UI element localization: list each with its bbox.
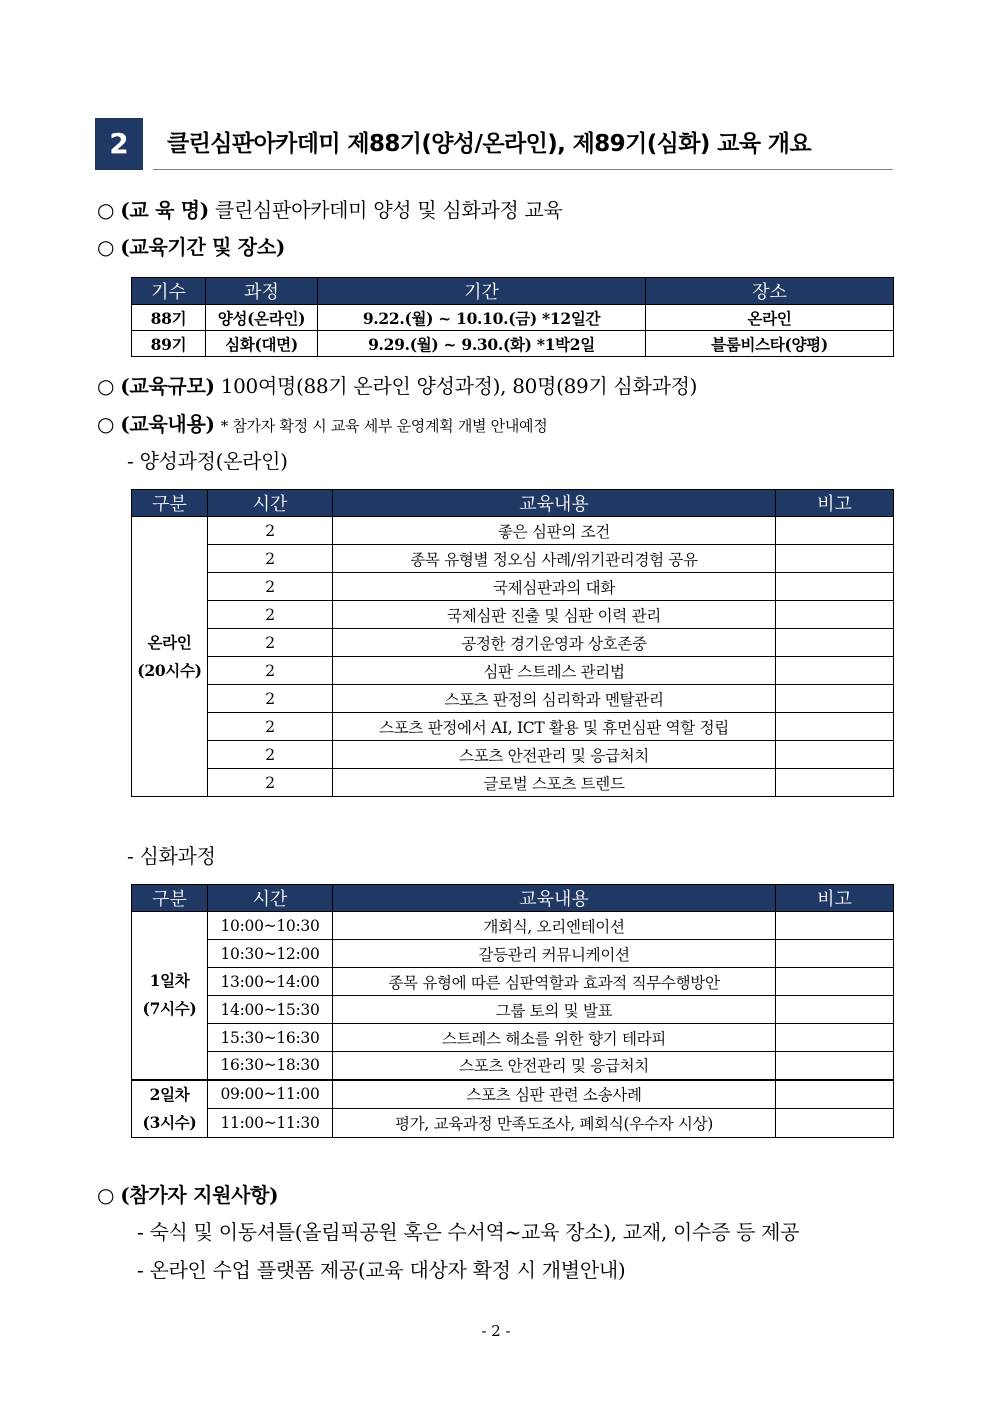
cell-time: 14:00~15:30 [208, 996, 333, 1024]
table-row [132, 545, 894, 573]
cell-content: 종목 유형별 정오심 사례/위기관리경험 공유 [333, 545, 776, 573]
support-item: - 숙식 및 이동셔틀(올림픽공원 혹은 수서역~교육 장소), 교재, 이수증 등 제공 [137, 1220, 800, 1244]
cell-time: 10:30~12:00 [208, 940, 333, 968]
cell-term: 89기 [132, 331, 206, 357]
table-row [132, 601, 894, 629]
cell-remark [776, 629, 894, 657]
edu-content-line [97, 410, 547, 440]
basic-course-table [131, 489, 894, 797]
col-header-time: 시간 [208, 885, 333, 912]
table-row [132, 517, 894, 545]
col-header-place: 장소 [646, 278, 894, 305]
cell-time: 11:00~11:30 [208, 1108, 333, 1137]
table-row [132, 996, 894, 1024]
edu-period-label: (교육기간 및 장소) [120, 235, 286, 259]
cell-content: 갈등관리 커뮤니케이션 [333, 940, 776, 968]
edu-name-line [97, 196, 563, 224]
table-row [132, 657, 894, 685]
heading-underline [153, 169, 893, 170]
cell-content: 심판 스트레스 관리법 [333, 657, 776, 685]
cell-remark [776, 713, 894, 741]
cell-hours: 2 [208, 573, 333, 601]
bullet: ○ [97, 374, 115, 398]
cell-hours: 2 [208, 741, 333, 769]
cell-hours: 2 [208, 713, 333, 741]
cell-remark [776, 657, 894, 685]
cell-hours: 2 [208, 685, 333, 713]
bullet: ○ [97, 412, 115, 436]
support-line [97, 1181, 278, 1209]
col-header-content: 교육내용 [333, 885, 776, 912]
group-hours: (20시수) [137, 660, 202, 680]
group-hours: (3시수) [142, 1112, 197, 1132]
cell-remark [776, 940, 894, 968]
edu-name-label: (교 육 명) [120, 198, 209, 222]
cell-remark [776, 1080, 894, 1109]
basic-course-title: - 양성과정(온라인) [127, 449, 288, 473]
table-row [132, 305, 894, 331]
table-row [132, 741, 894, 769]
cell-time: 10:00~10:30 [208, 912, 333, 940]
col-header-category: 구분 [132, 490, 208, 517]
cell-place: 온라인 [646, 305, 894, 331]
table-row [132, 331, 894, 357]
section-title: 클린심판아카데미 제88기(양성/온라인), 제89기(심화) 교육 개요 [167, 131, 812, 157]
cell-remark [776, 1052, 894, 1080]
support-label: (참가자 지원사항) [120, 1183, 279, 1207]
cell-content: 국제심판과의 대화 [333, 573, 776, 601]
edu-content-label: (교육내용) [120, 412, 215, 436]
cell-content: 그룹 토의 및 발표 [333, 996, 776, 1024]
cell-remark [776, 573, 894, 601]
table-row [132, 1108, 894, 1137]
group-hours: (7시수) [142, 999, 197, 1019]
cell-hours: 2 [208, 769, 333, 797]
cell-hours: 2 [208, 629, 333, 657]
edu-content-note: * 참가자 확정 시 교육 세부 운영계획 개별 안내예정 [220, 417, 548, 435]
col-header-course: 과정 [206, 278, 318, 305]
cell-content: 좋은 심판의 조건 [333, 517, 776, 545]
cell-remark [776, 1024, 894, 1052]
table-row [132, 912, 894, 940]
cell-remark [776, 996, 894, 1024]
edu-scale-label: (교육규모) [120, 374, 215, 398]
cell-time: 16:30~18:30 [208, 1052, 333, 1080]
col-header-remark: 비고 [776, 490, 894, 517]
cell-period: 9.29.(월) ~ 9.30.(화) *1박2일 [318, 331, 646, 357]
support-item: - 온라인 수업 플랫폼 제공(교육 대상자 확정 시 개별안내) [137, 1258, 626, 1282]
cell-course: 양성(온라인) [206, 305, 318, 331]
table-row [132, 1024, 894, 1052]
table-row [132, 629, 894, 657]
advanced-course-title: - 심화과정 [127, 844, 216, 868]
bullet: ○ [97, 198, 115, 222]
cell-content: 국제심판 진출 및 심판 이력 관리 [333, 601, 776, 629]
cell-content: 개회식, 오리엔테이션 [333, 912, 776, 940]
cell-content: 종목 유형에 따른 심판역할과 효과적 직무수행방안 [333, 968, 776, 996]
cell-hours: 2 [208, 601, 333, 629]
col-header-category: 구분 [132, 885, 208, 912]
group-label: 1일차 [149, 971, 190, 991]
cell-place: 블룸비스타(양평) [646, 331, 894, 357]
cell-remark [776, 545, 894, 573]
section-number: 2 [95, 118, 143, 170]
day2-group-cell [132, 1080, 208, 1138]
cell-time: 13:00~14:00 [208, 968, 333, 996]
cell-content: 평가, 교육과정 만족도조사, 폐회식(우수자 시상) [333, 1108, 776, 1137]
col-header-content: 교육내용 [333, 490, 776, 517]
day1-group-cell [132, 912, 208, 1080]
cell-content: 스포츠 안전관리 및 응급처치 [333, 741, 776, 769]
col-header-remark: 비고 [776, 885, 894, 912]
cell-content: 스포츠 판정에서 AI, ICT 활용 및 휴먼심판 역할 정립 [333, 713, 776, 741]
table-row [132, 573, 894, 601]
cell-course: 심화(대면) [206, 331, 318, 357]
table-row [132, 685, 894, 713]
cell-remark [776, 741, 894, 769]
advanced-course-table [131, 884, 894, 1138]
cell-content: 스트레스 해소를 위한 향기 테라피 [333, 1024, 776, 1052]
table-row [132, 940, 894, 968]
edu-period-line [97, 233, 285, 261]
page-number: - 2 - [481, 1322, 511, 1340]
cell-term: 88기 [132, 305, 206, 331]
cell-hours: 2 [208, 657, 333, 685]
table-row [132, 968, 894, 996]
cell-time: 09:00~11:00 [208, 1080, 333, 1109]
table-row [132, 1052, 894, 1080]
cell-remark [776, 912, 894, 940]
cell-content: 스포츠 심판 관련 소송사례 [333, 1080, 776, 1109]
online-group-cell [132, 517, 208, 797]
cell-time: 15:30~16:30 [208, 1024, 333, 1052]
section-heading [95, 118, 893, 170]
edu-name-text: 클린심판아카데미 양성 및 심화과정 교육 [215, 198, 563, 222]
table-row [132, 1080, 894, 1109]
group-label: 온라인 [147, 632, 192, 652]
group-label: 2일차 [149, 1084, 190, 1104]
cell-remark [776, 517, 894, 545]
bullet: ○ [97, 235, 115, 259]
cell-period: 9.22.(월) ~ 10.10.(금) *12일간 [318, 305, 646, 331]
cell-hours: 2 [208, 517, 333, 545]
cell-remark [776, 601, 894, 629]
edu-scale-line [97, 372, 697, 400]
col-header-term: 기수 [132, 278, 206, 305]
table-row [132, 713, 894, 741]
cell-remark [776, 685, 894, 713]
cell-content: 공정한 경기운영과 상호존중 [333, 629, 776, 657]
period-table [131, 277, 894, 357]
edu-scale-text: 100여명(88기 온라인 양성과정), 80명(89기 심화과정) [220, 374, 698, 398]
col-header-period: 기간 [318, 278, 646, 305]
col-header-time: 시간 [208, 490, 333, 517]
cell-remark [776, 968, 894, 996]
bullet: ○ [97, 1183, 115, 1207]
table-row [132, 769, 894, 797]
cell-content: 스포츠 판정의 심리학과 멘탈관리 [333, 685, 776, 713]
cell-hours: 2 [208, 545, 333, 573]
cell-content: 스포츠 안전관리 및 응급처치 [333, 1052, 776, 1080]
cell-content: 글로벌 스포츠 트렌드 [333, 769, 776, 797]
cell-remark [776, 1108, 894, 1137]
cell-remark [776, 769, 894, 797]
